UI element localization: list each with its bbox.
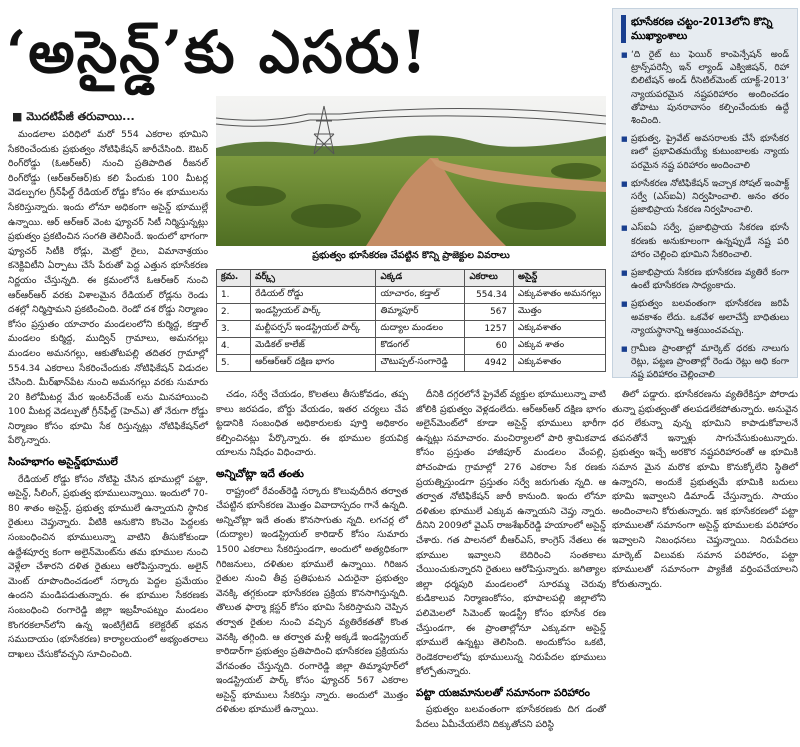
table-cell: ఎక్కువశాతం — [513, 355, 605, 372]
kicker: ■ మొదటిపేజీ తరువాయి... — [12, 110, 135, 123]
list-item: ■ ప్రజాభిప్రాయ సేకరణ భూసేకరణ వ్యతిరే కంగా ఉంటే భూసేకరణ సాధ్యంకాదు. — [621, 267, 789, 293]
table-cell: ఇండస్ట్రియల్ పార్క్ — [251, 304, 376, 321]
column-header: క్రమ. — [217, 270, 251, 287]
table-cell: మెడికల్ కాలేజ్ — [251, 338, 376, 355]
table-row — [217, 321, 606, 338]
key-points-list — [621, 49, 789, 383]
table-cell: 4. — [217, 338, 251, 355]
paragraph: రాష్ట్రంలో రేవంత్‌రెడ్డి సర్కారు కొలువుదీరిన తర్వాత చేపట్టిన భూసేకరణ మొత్తం వివాదాస్పదం గానే ఉన్నది. అన్నిచోట్లా ఇదే తంతు కొనసాగుతు న్నది. లగచర్ల లో (దుద్యాల) ఇండస్ట్రియల్ కారిడార్ కోసం సుమారు 1500 ఎకరాలు సేకరిస్తుండగా, అందులో అత్యధికంగా గిరిజనులు, దళితుల భూములే ఉన్నాయి. గిరిజన రైతుల నుంచి తీవ్ర ప్రతిఘటన ఎదురైనా ప్రభుత్వం వెనక్కి తగ్గకుండా భూసేకరణ ప్రక్రియ కొనసాగిస్తున్నది. తొలుత ఫార్మా క్లస్టర్ కోసం భూమి సేకరిస్తామని చెప్పిన తర్వాత రైతుల నుంచి వచ్చిన వ్యతిరేకతతో కొంత వెనక్కి తగ్గింది. ఆ తర్వాత మళ్లీ అక్కడే ఇండస్ట్రియల్ కారిడార్‌గా ప్రభుత్వం ప్రతిపాదించి భూసేకరణ ప్రక్రియను వేగవంతం చేస్తున్నది. రంగారెడ్డి జిల్లా తిమ్మాపూర్‌లో ఇండస్ట్రియల్ పార్క్ కోసం ఫ్యూచర్ 567 ఎకరాల అసైన్డ్ భూములు సేకరిస్తు న్నారు. అందులో మొత్తం దళితుల భూములే ఉన్నాయి. — [216, 485, 408, 716]
table-cell: 554.34 — [465, 287, 513, 304]
table-row — [217, 287, 606, 304]
column-header: ఎకరాలు — [465, 270, 513, 287]
table-cell: 60 — [465, 338, 513, 355]
table-cell: మల్టీపర్పస్ ఇండస్ట్రియల్ పార్క్ — [251, 321, 376, 338]
table-cell: ఆర్ఆర్ఆర్ దక్షిణ భాగం — [251, 355, 376, 372]
table-cell: ఎక్కువ శాతం — [513, 338, 605, 355]
table-cell: 1. — [217, 287, 251, 304]
projects-table-section — [216, 250, 606, 372]
column-header: ఎక్కడ — [376, 270, 465, 287]
sidebar-accent-bar — [621, 15, 626, 43]
list-item: ■ ప్రభుత్వం బలవంతంగా భూసేకరణ జరిపే అవకాశం లేదు. ఒకవేళ అలాచేస్తే బాధితులు న్యాయస్థానాన్ని ఆశ్రయించవచ్చు. — [621, 298, 789, 338]
table-row — [217, 355, 606, 372]
table-cell: ఎక్కువశాతం — [513, 321, 605, 338]
column-header: అసైన్డ్ — [513, 270, 605, 287]
table-cell: కొడంగల్ — [376, 338, 465, 355]
paragraph: చడం, సర్వే చేయడం, కొలతలు తీసుకోవడం, తప్ప కాలు జరపడం, బోర్డు వేయడం, ఇతర చర్యలు చేప ట్టడానికి సంబంధిత అధికారులకు పూర్తి అధికారం కల్పించినట్లు పేర్కొన్నారు. ఈ భూముల క్రయవిక్ర యాలను నిషేధం విధించారు. — [216, 389, 408, 459]
article-column-2 — [216, 388, 408, 721]
list-item: ■ భూసేకరణ నోటిఫికేషన్ ఇచ్చాక సోషల్ ఇంపాక్ట్ సర్వే (ఎస్ఐఏ) నిర్వహించాలి. అనం తరం ప్రజాభిప్రాయ సేకరణ నిర్వహించాలి. — [621, 178, 789, 218]
table-cell: యాచారం, కడ్తాల్ — [376, 287, 465, 304]
table-title: ప్రభుత్వం భూసేకరణ చేపట్టిన కొన్ని ప్రాజెక్టుల వివరాలు — [312, 250, 510, 261]
table-cell: దుద్యాల మండలం — [376, 321, 465, 338]
table-cell: ఎక్కువశాతం అమనగల్లు — [513, 287, 605, 304]
table-cell: 567 — [465, 304, 513, 321]
paragraph: తిలో పడ్డారు. భూసేకరణను వ్యతిరేకిస్తూ పోరాడు తున్నా ప్రభుత్వంతో తలపడలేకపోతున్నారు. అనువైన ధర లేకున్నా వున్న భూమిని కాపాడుకోవాలనే తపనతోనే ఇన్నాళ్లు సాగుచేసుకుంటున్నారు. ప్రభుత్వం ఇచ్చే అరకొర నష్టపరిహారంతో ఆ భూమికి సమాన మైన మరొక భూమి కొనుక్కోలేని స్థితిలో ఉన్నారని, అందుకే ప్రభుత్వమే భూమికి బదులు భూమి ఇవ్వాలని డిమాండ్ చేస్తున్నారు. సాయం అందించాలని కోరుతున్నారు. ఇక భూసేకరణలో పట్టా భూములతో సమానంగా అసైన్డ్ భూములకు పరిహారం ఇవ్వాలని నిబంధనలు చెప్తున్నాయి. నిరుపేదలు మార్కెట్ విలువకు సమాన పరిహారం, పట్టా భూములతో సమానంగా ప్యాకేజీ వర్తింపచేయాలని కోరుతున్నారు. — [612, 389, 798, 590]
table-cell: రేడియల్ రోడ్డు — [251, 287, 376, 304]
sidebar-header — [621, 15, 789, 43]
article-column-3 — [416, 388, 606, 736]
table-cell: చౌటుప్పల్-సంగారెడ్డి — [376, 355, 465, 372]
table-cell: 2. — [217, 304, 251, 321]
section-subhead: అన్నిచోట్లా ఇదే తంతు — [216, 467, 304, 480]
table-cell: 3. — [217, 321, 251, 338]
table-cell: 5. — [217, 355, 251, 372]
projects-table — [216, 269, 606, 372]
sidebar-title: భూసేకరణ చట్టం-2013లోని కొన్ని ముఖ్యాంశాలు — [631, 16, 773, 42]
key-points-sidebar — [612, 8, 798, 381]
article-column-4 — [612, 388, 798, 595]
table-cell: 1257 — [465, 321, 513, 338]
table-header-row — [217, 270, 606, 287]
table-cell: తిమ్మాపూర్ — [376, 304, 465, 321]
section-subhead: సింహభాగం అసైన్డ్‌భూములే — [8, 456, 118, 469]
field-with-pylon-image — [216, 96, 606, 246]
paragraph: రేడియల్ రోడ్డు కోసం నోటిఫై చేసిన భూముల్లో పట్టా, అసైన్డ్, సీలింగ్, ప్రభుత్వ భూములున్నాయి. ఇందులో 70-80 శాతం అసైన్డ్, ప్రభుత్వ భూములే ఉన్నాయని స్థానిక రైతులు చెప్తున్నారు. వీటికి ఆనుకొని కొంచెం పెద్దలకు సంబంధించిన భూములున్నా వాటిని తీసుకోకుండా ఉద్దేశపూర్వ కంగా అలైన్‌మెంట్‌ను తమ భూముల నుంచి వెళ్లేలా చేశారని దళిత రైతులు ఆరోపిస్తున్నారు. అలైన్ మెంట్ రూపొందించడంలో సర్కారు పెద్దల ప్రమేయం ఉందని మండిపడుతున్నారు. ఈ భూముల సేకరణకు సంబంధించి రంగారెడ్డి జిల్లా ఇబ్రహీంపట్నం మండలం కొంగరకలాన్‌లోని ఉన్న ఇంటిగ్రేటెడ్ కలెక్టరేట్ భవన సముదాయం (భూసేకరణ) కార్యాలయంలో అభ్యంతరాలు దాఖలు చేసుకోవచ్చని సూచించింది. — [8, 473, 208, 660]
article-column-1 — [8, 128, 208, 665]
table-cell: 4942 — [465, 355, 513, 372]
headline: ‘అసైన్డ్’కు ఎసరు! — [6, 18, 429, 86]
table-row — [217, 338, 606, 355]
column-header: వర్క్స్ — [251, 270, 376, 287]
list-item: ■ ఎస్ఐఏ సర్వే, ప్రజాభిప్రాయ సేకరణ భూసే కరణకు అనుకూలంగా ఉన్నప్పుడే నష్ట పరి హారం చెల్లించి భూమిని సేకరించాలి. — [621, 222, 789, 262]
section-subhead: పట్టా యజమానులతో సమానంగా పరిహారం — [416, 686, 590, 699]
paragraph: దీనికి దగ్గరలోనే ప్రైవేట్ వ్యక్తుల భూములున్నా వాటి జోలికి ప్రభుత్వం వెళ్లడంలేదు. ఆర్ఆర్ఆర్ దక్షిణ భాగం అలైన్‌మెంట్‌లో కూడా అసైన్డ్ భూములు భారీగా ఉన్నట్లు సమాచారం. మంచిర్యాలలో పారి శ్రామికవాడ కోసం ప్రస్తుతం హాజీపూర్ మండలం వేంపల్లి, పోచంపాడు గ్రామాల్లో 276 ఎకరాల సేక రణకు ప్రయత్నిస్తుండగా ప్రస్తుతం సర్వే జరుగుతు న్నది. ఆ తర్వాత నోటిఫికేషన్ జారీ కానుంది. ఇందు లోనూ దళితుల భూములే ఎక్కువ ఉన్నాయని చెప్తు న్నారు. దీనిని 2009లో వైఎస్ రాజశేఖర్‌రెడ్డి హయాంలో అసైన్డ్ చేశారు. గత పాలనలో బీఆర్ఎస్, కాంగ్రెస్ నేతలు ఈ భూముల ఇవ్వాలని బెదిరించి సంతకాలు చేయించుకున్నారని రైతులు ఆరోపిస్తున్నారు. జగిత్యాల జిల్లా ధర్మపురి మండలంలో సూరమ్మ చెరువు కుడికాలువ నిర్మాణంకోసం, భూపాలపల్లి జిల్లాలోని పలిమెలలో సిమెంట్ ఇండస్ట్రీ కోసం భూసేక రణ చేస్తుండగా, ఈ ప్రాంతాల్లోనూ ఎక్కువగా అసైన్డ్ భూములే ఉన్నట్టు తెలిసింది. అందుకోసం ఒకటి, రెండెకరాలలోపు భూములున్న నిరుపేదల భూములు కోల్పోతున్నారు. — [416, 389, 606, 678]
list-item: ■ ‘ది రైట్ టు ఫెయిర్ కాంపెన్సేషన్ అండ్ ట్రాన్స్‌పరెన్సీ ఇన్ ల్యాండ్ ఎక్విజిషన్, రిహా బిలిటేషన్ అండ్ రీసెటిల్‌మెంట్ యాక్ట్-2013’ న్యాయపరమైన నష్టపరిహారం అందించడం తోపాటు పునరావాసం కల్పించేందుకు ఉద్దే శించింది. — [621, 49, 789, 128]
list-item: ■ ప్రభుత్వ, ప్రైవేట్ అవసరాలకు చేసే భూసేకర ణలో ప్రభావితమయ్యే కుటుంబాలకు న్యాయ పరమైన నష్ట పరిహారం అందించాలి — [621, 133, 789, 173]
paragraph: ప్రభుత్వం బలవంతంగా భూసేకరణకు దిగ డంతో పేదలు ఏమీచేయలేని దిక్కుతోచని పరిస్థి — [416, 704, 606, 731]
table-row — [217, 304, 606, 321]
list-item: ■ గ్రామీణ ప్రాంతాల్లో మార్కెట్ ధరకు నాలుగు రెట్లు, పట్టణ ప్రాంతాల్లో రెండు రెట్లు అధి కంగా నష్ట పరిహారం చెల్లించాలి — [621, 343, 789, 383]
paragraph: మండలాల పరిధిలో మరో 554 ఎకరాల భూమిని సేకరించేందుకు ప్రభుత్వం నోటిఫికేషన్ జారీచేసింది. ఔటర్ రింగ్‌రోడ్డు (ఓఆర్ఆర్) నుంచి ప్రతిపాదిత రీజనల్ రింగ్‌రోడ్డు (ఆర్ఆర్ఆర్)కు కలి పేందుకు 100 మీటర్ల వెడల్పుగల గ్రీన్‌ఫీల్డ్ రేడియల్ రోడ్డు కోసం ఈ భూములను సేకరిస్తున్నారు. ఇందు లోనూ అధికంగా అసైన్డ్ భూముల్లే ఉన్నాయి. ఆర్ ఆర్ఆర్ వెంట ఫ్యూచర్ సిటీ నిర్మిస్తున్నట్లు ప్రభుత్వం ప్రకటించిన సంగతి తెలిసిందే. ఇందులో భాగంగా ఫ్యూచర్ సిటీకి రోడ్లు, మెట్రో రైలు, విమానాశ్రయం కనెక్టివిటీని ఏర్పాటు చేసే పేరుతో పెద్ద ఎత్తున భూసేకరణ నిర్ణయం చేస్తున్నది. ఈ క్రమంలోనే ఓఆర్ఆర్ నుంచి ఆర్ఆర్ఆర్ వరకు విశాలమైన రేడియల్ రోడ్లను రెండు దశల్లో నిర్మిస్తామని ప్రకటించింది. రెండో దశ రోడ్డు నిర్మాణం కోసం ప్రస్తుతం యాచారం మండలంలోని కుర్మిద్ద, కడ్తాల్ మండలం కుర్మిద్ద, ముద్విన్ గ్రామాలు, అమనగల్లు మండలం అమనగల్లు, ఆకుతోటపల్లి తదితర గ్రామాల్లో 554.34 ఎకరాలు సేకరించేందుకు నోటిఫికేషన్ విడుదల చేసింది. మీర్‌ఖాన్‌పేట నుంచి అమనగల్లు వరకు సుమారు 20 కిలోమీటర్ల మేర ఇంటర్‌చేంజ్ లను మినహాయించి 100 మీటర్ల వెడల్పుతో గ్రీన్‌ఫీల్డ్ (హెచ్‌ఎ) తో నేరుగా రోడ్డు నిర్మాణం కోసం భూమి సేక రిస్తున్నట్లు నోటిఫికేషన్‌లో పేర్కొన్నారు. — [8, 129, 209, 447]
landscape-photo — [216, 96, 606, 246]
table-cell: మొత్తం — [513, 304, 605, 321]
